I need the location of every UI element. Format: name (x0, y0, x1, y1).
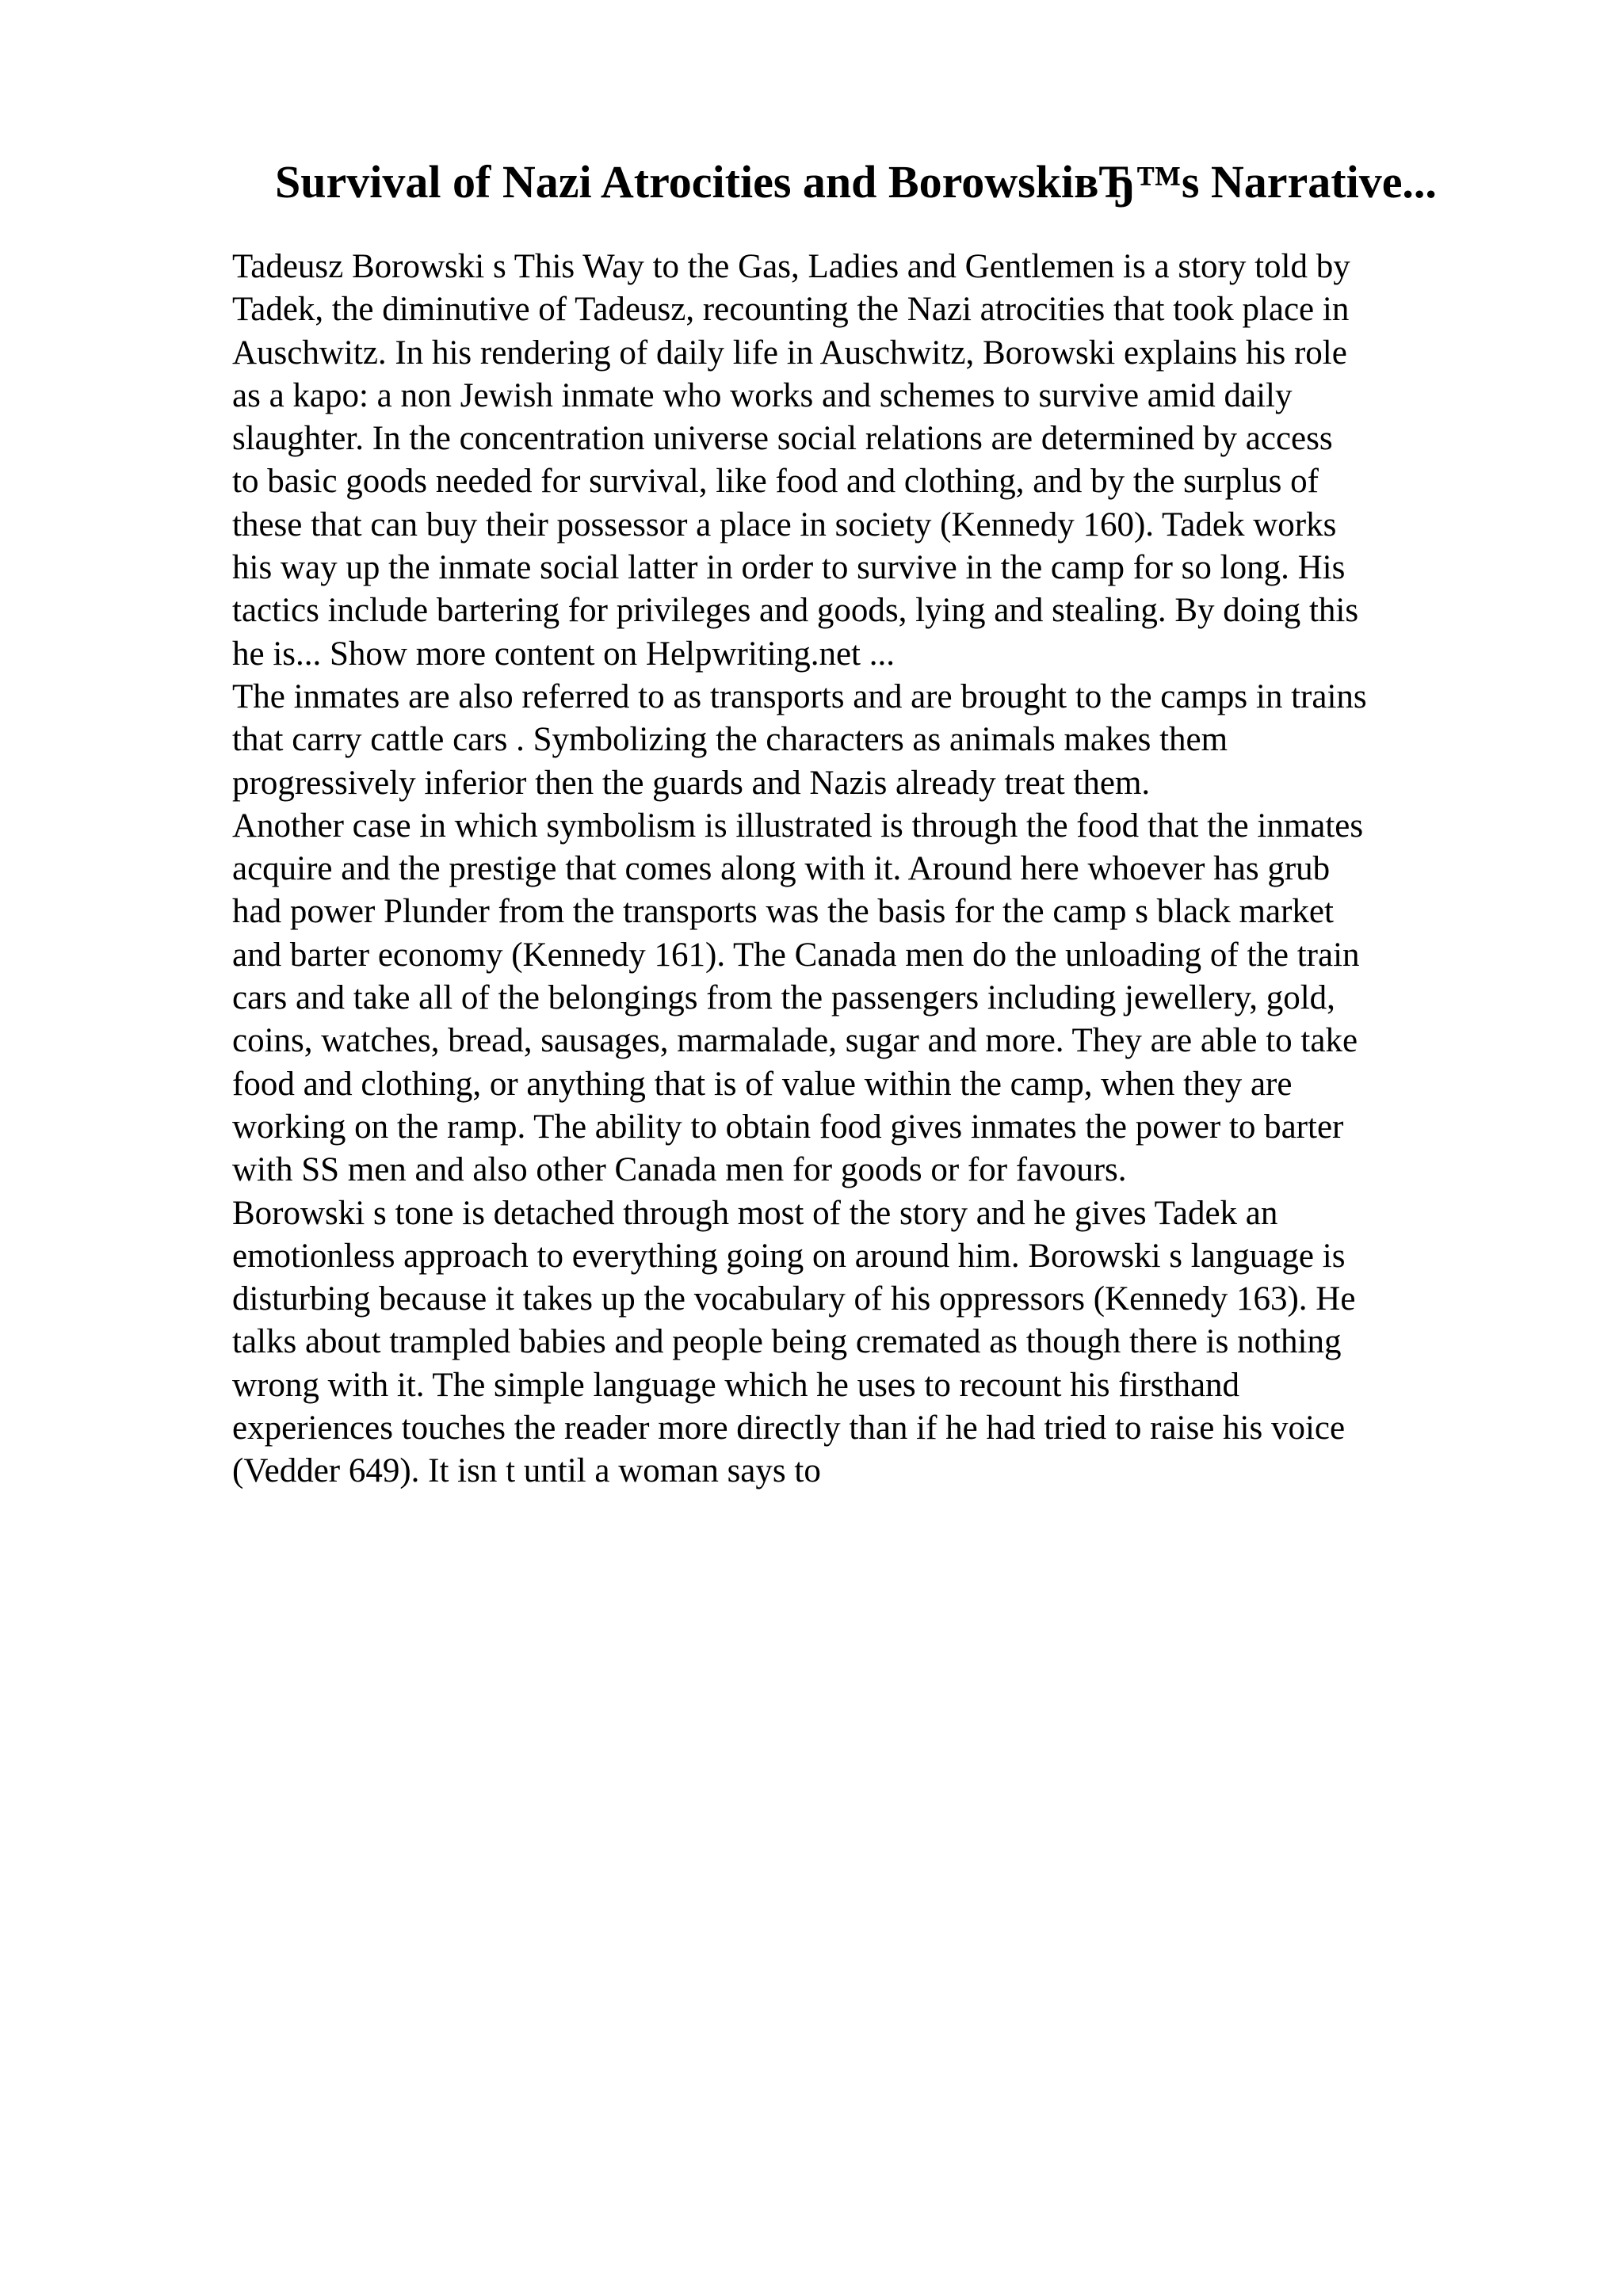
text-line: as a kapo: a non Jewish inmate who works and schemes to survive amid daily (232, 376, 1293, 414)
text-line: food and clothing, or anything that is of value within the camp, when they are (232, 1065, 1293, 1103)
paragraph (232, 1192, 1484, 1493)
text-line: he is... Show more content on Helpwriting.net ... (232, 635, 895, 673)
text-line: that carry cattle cars . Symbolizing the characters as animals makes them (232, 721, 1228, 759)
text-line: talks about trampled babies and people being cremated as though there is nothing (232, 1323, 1342, 1361)
text-line: and barter economy (Kennedy 161). The Canada men do the unloading of the train (232, 936, 1360, 974)
text-line: progressively inferior then the guards and Nazis already treat them. (232, 764, 1151, 802)
text-line: had power Plunder from the transports was the basis for the camp s black market (232, 893, 1334, 931)
text-line: to basic goods needed for survival, like food and clothing, and by the surplus of (232, 463, 1319, 501)
text-line: (Vedder 649). It isn t until a woman says to (232, 1452, 821, 1490)
text-line: wrong with it. The simple language which he uses to recount his firsthand (232, 1366, 1240, 1404)
text-line: Another case in which symbolism is illustrated is through the food that the inmates (232, 807, 1364, 845)
text-line: Tadeusz Borowski s This Way to the Gas, Ladies and Gentlemen is a story told by (232, 248, 1350, 285)
text-line: Tadek, the diminutive of Tadeusz, recounting the Nazi atrocities that took place in (232, 291, 1350, 329)
text-line: Auschwitz. In his rendering of daily life in Auschwitz, Borowski explains his role (232, 334, 1347, 372)
text-line: slaughter. In the concentration universe social relations are determined by access (232, 420, 1333, 458)
text-line: acquire and the prestige that comes along with it. Around here whoever has grub (232, 850, 1331, 888)
text-line: coins, watches, bread, sausages, marmalade, sugar and more. They are able to take (232, 1022, 1358, 1060)
paragraph (232, 805, 1484, 1192)
text-line: disturbing because it takes up the vocabulary of his oppressors (Kennedy 163). He (232, 1280, 1356, 1318)
paragraph (232, 676, 1484, 805)
text-line: emotionless approach to everything going on around him. Borowski s language is (232, 1237, 1346, 1275)
text-line: experiences touches the reader more directly than if he had tried to raise his voice (232, 1409, 1346, 1447)
text-line: working on the ramp. The ability to obtain food gives inmates the power to barter (232, 1108, 1344, 1146)
text-line: The inmates are also referred to as transports and are brought to the camps in trains (232, 677, 1367, 715)
paragraph (232, 246, 1484, 676)
document-body (232, 246, 1484, 1493)
text-line: cars and take all of the belongings from the passengers including jewellery, gold, (232, 979, 1335, 1017)
text-line: his way up the inmate social latter in order to survive in the camp for so long. His (232, 549, 1346, 587)
text-line: these that can buy their possessor a place in society (Kennedy 160). Tadek works (232, 505, 1337, 543)
text-line: with SS men and also other Canada men for goods or for favours. (232, 1151, 1127, 1189)
text-line: Borowski s tone is detached through most of the story and he gives Tadek an (232, 1194, 1278, 1232)
text-line: tactics include bartering for privileges and goods, lying and stealing. By doing this (232, 592, 1359, 630)
document-title: Survival of Nazi Atrocities and BorowskiвЂ™s Narrative... (275, 156, 1437, 208)
